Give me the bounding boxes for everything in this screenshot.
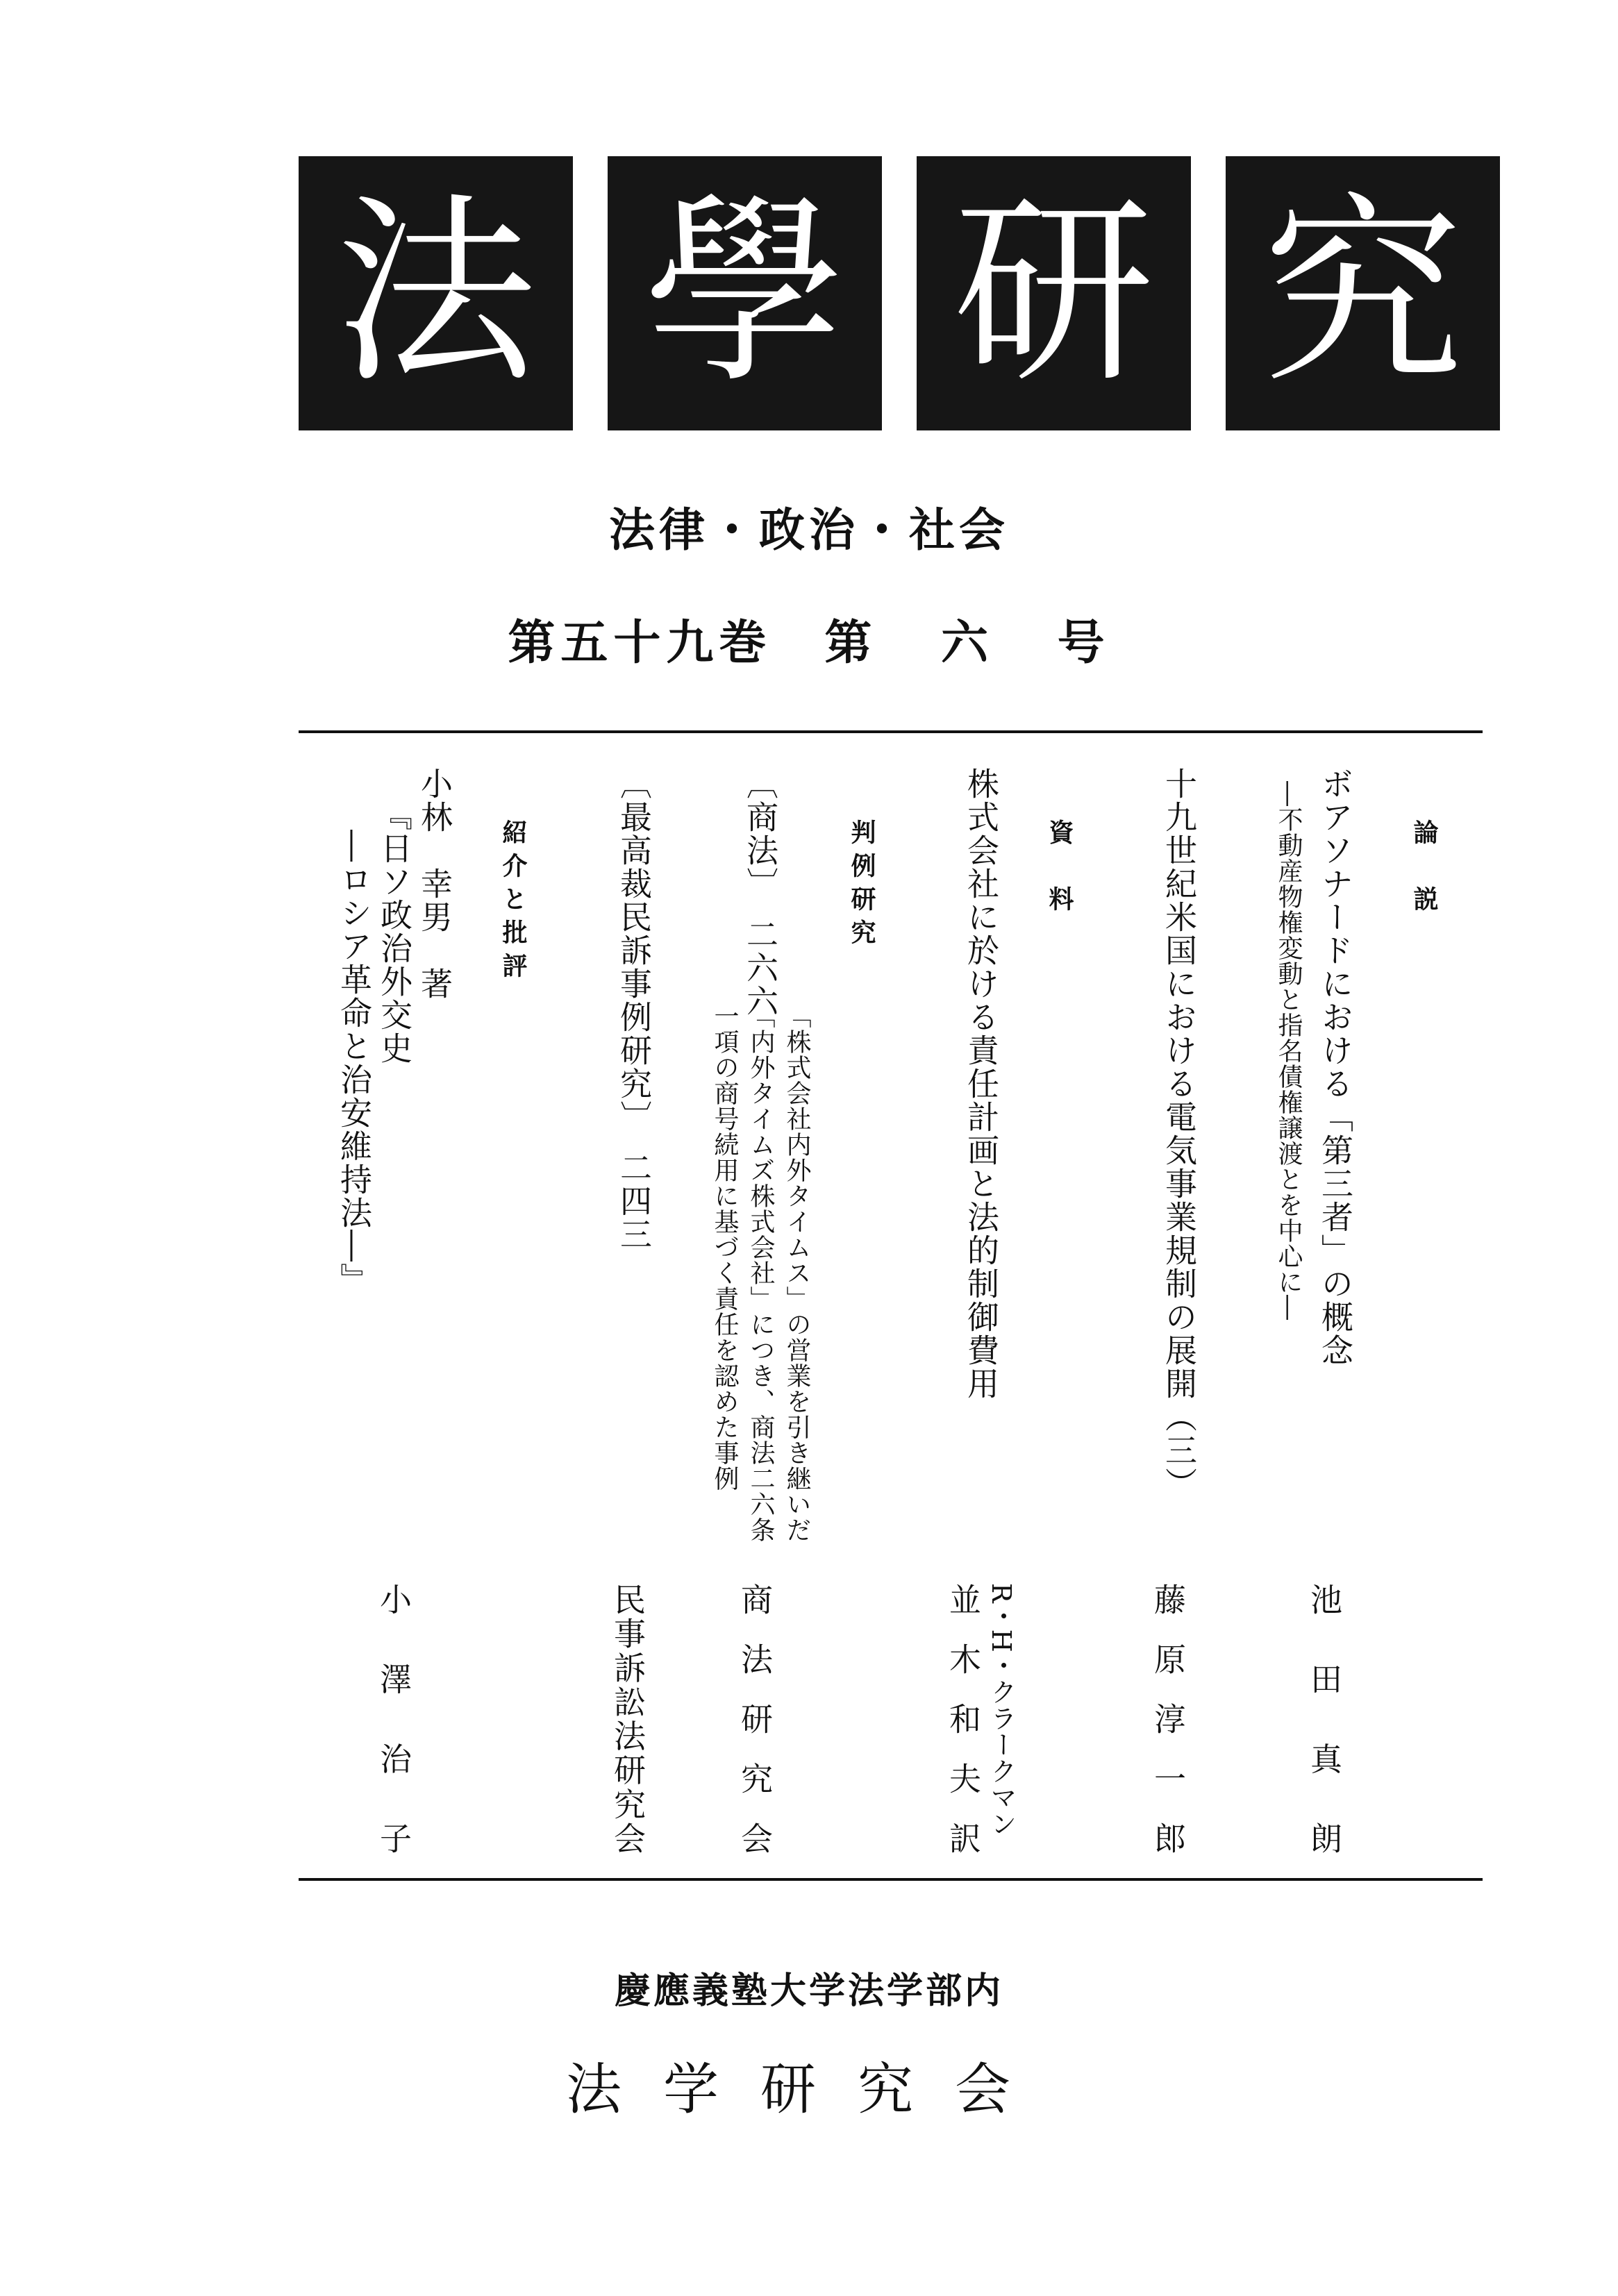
case-2-author: 民事訴訟法研究会 [609, 1583, 647, 1854]
volume-number: 第五十九巻 第 六 号 [508, 616, 1110, 671]
review-book-title: 『日ソ政治外交史 [376, 798, 413, 1065]
article-2-author: 藤原淳一郎 [1149, 1583, 1187, 1854]
masthead-char-3: 研 [917, 156, 1191, 430]
case-2-label: 〔最高裁民訴事例研究〕 二四三 [615, 767, 653, 1251]
publisher-affiliation: 慶應義塾大学法学部内 [614, 1970, 1003, 2012]
article-1-title: ボアソナードにおける「第三者」の概念 [1317, 767, 1354, 1367]
journal-subtitle: 法律・政治・社会 [609, 503, 1009, 557]
article-2-title: 十九世紀米国における電気事業規制の展開（三） [1160, 767, 1198, 1500]
article-3-title: 株式会社に於ける責任計画と法的制御費用 [962, 767, 1000, 1400]
case-1-author: 商法研究会 [736, 1583, 774, 1854]
section-heading-ronsetsu: 論 説 [1410, 819, 1438, 919]
review-book-author: 小林 幸男 著 [416, 767, 453, 1000]
case-1-description-1: 「株式会社内外タイムス」の営業を引き継いだ [783, 1003, 811, 1543]
case-1-label: 〔商法〕 二六六 [742, 767, 779, 1018]
case-1-description-2: 「内外タイムズ株式会社」につき、商法二六条 [747, 1003, 775, 1543]
article-1-author: 池田真朗 [1306, 1583, 1343, 1854]
article-1-subtitle: ―不動産物権変動と指名債権譲渡とを中心に― [1274, 781, 1303, 1321]
section-heading-shiryo: 資 料 [1045, 819, 1074, 919]
masthead-char-4: 究 [1226, 156, 1500, 430]
review-book-subtitle: ―ロシア革命と治安維持法―』 [335, 830, 373, 1296]
masthead-char-2: 學 [608, 156, 882, 430]
case-1-description-3: 一項の商号続用に基づく責任を認めた事例 [710, 1003, 739, 1491]
bottom-rule [299, 1878, 1483, 1881]
section-heading-hanrei: 判例研究 [847, 819, 876, 953]
top-rule [299, 730, 1483, 733]
article-3-author-original: R・H・クラークマン [986, 1583, 1017, 1837]
publisher-name: 法学研究会 [566, 2057, 1052, 2122]
section-heading-shokai: 紹介と批評 [499, 819, 527, 986]
masthead-char-1: 法 [299, 156, 573, 430]
article-3-author-translator: 並木和夫訳 [944, 1583, 982, 1854]
review-author: 小澤治子 [375, 1583, 412, 1854]
